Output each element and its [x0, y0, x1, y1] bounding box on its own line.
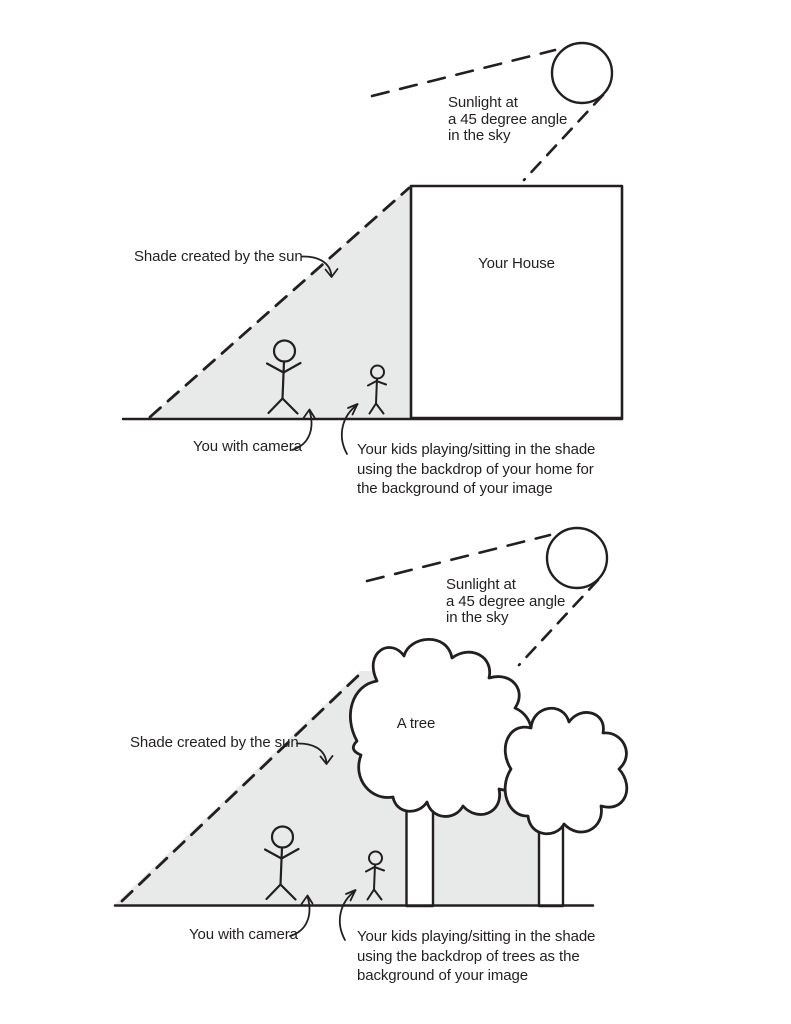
caption-line: Sunlight at: [446, 576, 516, 593]
shade-caption: Shade created by the sun: [130, 734, 299, 751]
caption-line: Your kids playing/sitting in the shade: [357, 928, 596, 945]
caption-line: using the backdrop of your home for: [357, 460, 594, 478]
tree-label: A tree: [396, 715, 436, 732]
caption-line: Sunlight at: [448, 94, 518, 111]
house-shape: [411, 186, 622, 418]
caption-line: Your kids playing/sitting in the shade: [357, 441, 596, 458]
kids-caption: [357, 927, 595, 986]
caption-line: in the sky: [448, 127, 511, 144]
caption-line: the background of your image: [357, 480, 553, 497]
sunlight-caption: [448, 95, 567, 145]
caption-line: using the backdrop of trees as the: [357, 947, 580, 965]
caption-line: background of your image: [357, 967, 529, 984]
caption-line: in the sky: [446, 609, 509, 626]
caption-line: a 45 degree angle: [448, 110, 568, 128]
kids-caption: [357, 440, 595, 499]
sunlight-caption: [446, 577, 565, 627]
house-label: Your House: [478, 255, 555, 272]
shade-caption: Shade created by the sun: [134, 248, 303, 265]
camera-caption: You with camera: [189, 926, 298, 943]
camera-caption: You with camera: [193, 438, 302, 455]
tree-canopy-small: [505, 708, 627, 833]
caption-line: a 45 degree angle: [446, 592, 566, 610]
